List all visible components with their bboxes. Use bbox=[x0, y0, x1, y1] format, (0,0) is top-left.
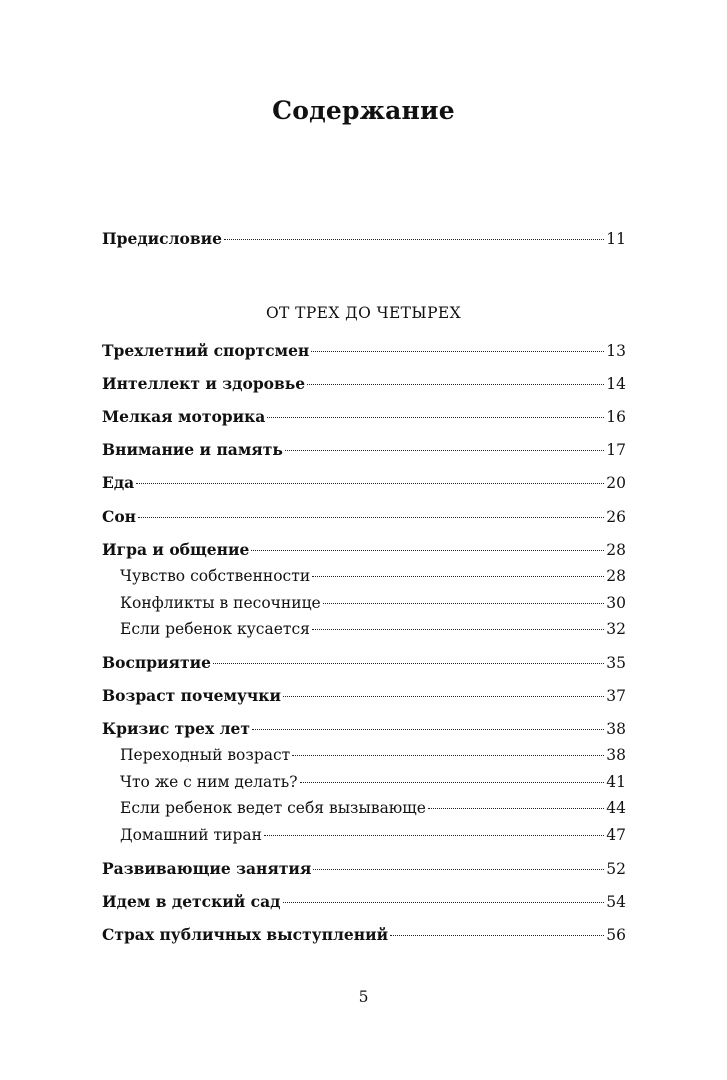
toc-entry-page: 28 bbox=[606, 567, 626, 585]
toc-entry bbox=[102, 440, 626, 460]
toc-entry bbox=[102, 653, 626, 673]
dot-leader bbox=[323, 602, 605, 604]
toc-entry-page: 13 bbox=[606, 342, 626, 360]
toc-entry bbox=[102, 925, 626, 945]
toc-entry-page: 44 bbox=[606, 799, 626, 817]
toc-subentry bbox=[120, 772, 626, 792]
dot-leader bbox=[224, 238, 604, 240]
toc-entry bbox=[102, 407, 626, 427]
toc-entry-label: Предисловие bbox=[102, 229, 222, 248]
toc-subentry bbox=[120, 619, 626, 639]
dot-leader bbox=[264, 834, 604, 836]
dot-leader bbox=[307, 383, 604, 385]
toc-entry bbox=[102, 473, 626, 493]
dot-leader bbox=[283, 901, 605, 903]
section-heading: ОТ ТРЕХ ДО ЧЕТЫРЕХ bbox=[265, 304, 462, 322]
toc-entry-label: Конфликты в песочнице bbox=[120, 594, 321, 612]
toc-entry-label: Внимание и память bbox=[102, 440, 283, 459]
toc-entry-page: 20 bbox=[606, 474, 626, 492]
dot-leader bbox=[300, 781, 605, 783]
toc-entry-label: Кризис трех лет bbox=[102, 719, 250, 738]
toc-entry bbox=[102, 719, 626, 739]
toc-entry-label: Идем в детский сад bbox=[102, 892, 281, 911]
toc-entry-page: 11 bbox=[606, 230, 626, 248]
toc-entry-label: Еда bbox=[102, 473, 135, 492]
dot-leader bbox=[311, 350, 604, 352]
dot-leader bbox=[292, 754, 604, 756]
page-number: 5 bbox=[358, 988, 369, 1006]
dot-leader bbox=[312, 628, 604, 630]
toc-entry-page: 52 bbox=[606, 860, 626, 878]
toc-entry bbox=[102, 540, 626, 560]
toc-entry-page: 35 bbox=[606, 654, 626, 672]
dot-leader bbox=[267, 416, 604, 418]
toc-entry-label: Восприятие bbox=[102, 653, 211, 672]
toc-entry-page: 38 bbox=[606, 746, 626, 764]
toc-entry-page: 28 bbox=[606, 541, 626, 559]
toc-entry-label: Что же с ним делать? bbox=[120, 773, 298, 791]
toc-entry-label: Если ребенок кусается bbox=[120, 620, 310, 638]
toc-entry-label: Если ребенок ведет себя вызывающе bbox=[120, 799, 426, 817]
toc-entry-page: 16 bbox=[606, 408, 626, 426]
toc-entry-label: Игра и общение bbox=[102, 540, 250, 559]
toc-entry-label: Страх публичных выступлений bbox=[102, 925, 389, 944]
dot-leader bbox=[251, 549, 604, 551]
toc-entry bbox=[102, 859, 626, 879]
toc-entry-label: Интеллект и здоровье bbox=[102, 374, 306, 393]
toc-entry-label: Домашний тиран bbox=[120, 826, 262, 844]
toc-entry-label: Развивающие занятия bbox=[102, 859, 312, 878]
dot-leader bbox=[213, 662, 604, 664]
toc-entry bbox=[102, 341, 626, 361]
toc-subentry bbox=[120, 745, 626, 765]
toc-subentry bbox=[120, 825, 626, 845]
toc-entry-label: Трехлетний спортсмен bbox=[102, 341, 310, 360]
dot-leader bbox=[252, 728, 604, 730]
toc-entry-page: 17 bbox=[606, 441, 626, 459]
toc-entry-label: Мелкая моторика bbox=[102, 407, 266, 426]
toc-entry-page: 56 bbox=[606, 926, 626, 944]
toc-entry-page: 30 bbox=[606, 594, 626, 612]
toc-entry-page: 54 bbox=[606, 893, 626, 911]
toc-entry-page: 38 bbox=[606, 720, 626, 738]
toc-entry-page: 32 bbox=[606, 620, 626, 638]
dot-leader bbox=[428, 807, 604, 809]
toc-entry-label: Возраст почемучки bbox=[102, 686, 281, 705]
toc-subentry bbox=[120, 798, 626, 818]
toc-subentry bbox=[120, 593, 626, 613]
toc-entry-page: 37 bbox=[606, 687, 626, 705]
dot-leader bbox=[312, 575, 604, 577]
toc-entry-page: 26 bbox=[606, 508, 626, 526]
toc-entry bbox=[102, 507, 626, 527]
toc-entry-page: 14 bbox=[606, 375, 626, 393]
page-title: Содержание bbox=[272, 96, 455, 125]
dot-leader bbox=[285, 449, 604, 451]
toc-entry-page: 47 bbox=[606, 826, 626, 844]
toc-entry-label: Сон bbox=[102, 507, 137, 526]
toc-entry-label: Чувство собственности bbox=[120, 567, 311, 585]
dot-leader bbox=[390, 934, 604, 936]
toc-entry bbox=[102, 374, 626, 394]
dot-leader bbox=[283, 695, 604, 697]
toc-entry-preface bbox=[102, 229, 626, 249]
toc-entry bbox=[102, 686, 626, 706]
dot-leader bbox=[136, 482, 604, 484]
toc-entry-page: 41 bbox=[606, 773, 626, 791]
dot-leader bbox=[138, 516, 604, 518]
toc-entry bbox=[102, 892, 626, 912]
toc-entry-label: Переходный возраст bbox=[120, 746, 291, 764]
toc-subentry bbox=[120, 566, 626, 586]
dot-leader bbox=[313, 868, 604, 870]
